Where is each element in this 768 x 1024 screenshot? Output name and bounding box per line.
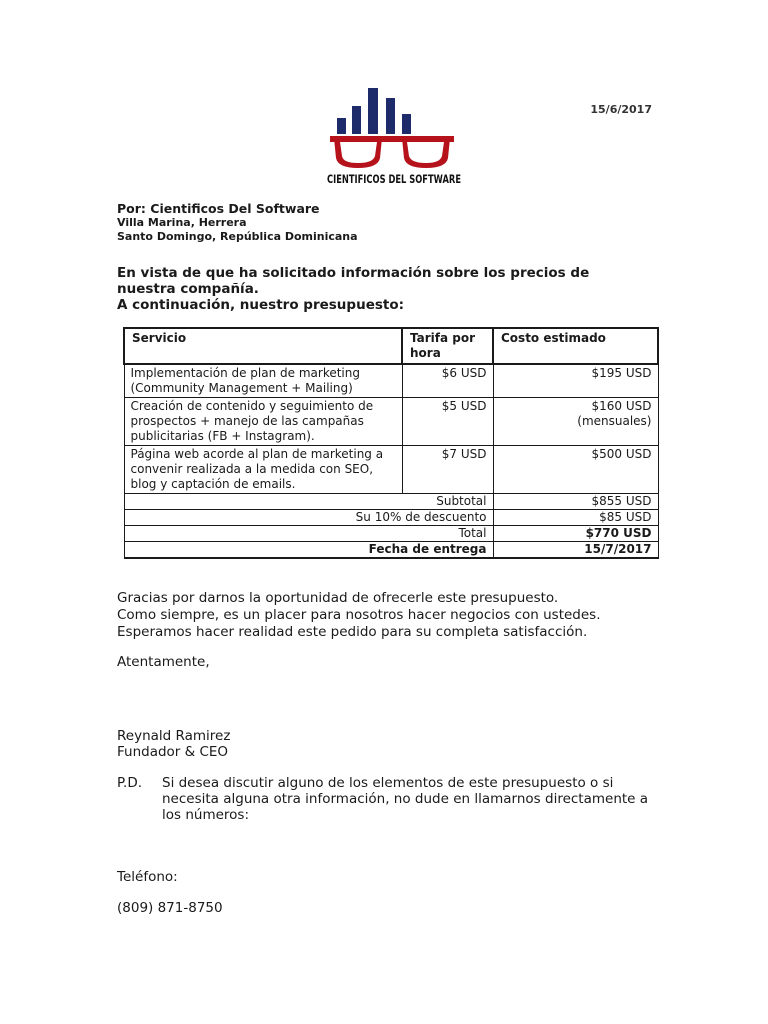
table-header-row: [124, 328, 658, 364]
table-row: [124, 364, 658, 398]
signature-name: Reynald Ramirez: [117, 728, 231, 744]
logo-bar: [386, 98, 395, 134]
logo-bar: [352, 106, 361, 134]
logo-text: CIENTIFICOS DEL SOFTWARE: [327, 172, 462, 186]
company-logo: [322, 84, 466, 192]
postscript: [117, 775, 662, 823]
header-rate: Tarifa por hora: [402, 328, 493, 364]
quote-table: [123, 327, 659, 559]
letter-date: 15/6/2017: [590, 103, 652, 116]
thanks-line: Como siempre, es un placer para nosotros hacer negocios con ustedes.: [117, 607, 601, 623]
sender-line: Por: Cientificos Del Software: [117, 201, 320, 216]
rate-cell: $5 USD: [402, 398, 493, 446]
discount-label: Su 10% de descuento: [124, 510, 493, 526]
intro-line: A continuación, nuestro presupuesto:: [117, 297, 405, 313]
cost-note: (mensuales): [577, 414, 652, 428]
logo-bar: [337, 118, 346, 134]
sender-block: [117, 202, 358, 244]
cost-cell: [493, 398, 658, 446]
logo-bar: [402, 114, 411, 134]
intro-line: nuestra compañía.: [117, 281, 259, 297]
table-row: [124, 446, 658, 494]
discount-value: $85 USD: [493, 510, 658, 526]
service-cell: Página web acorde al plan de marketing a convenir realizada a la medida con SEO, blog y captación de emails.: [124, 446, 402, 494]
total-value: $770 USD: [493, 526, 658, 542]
signature-block: [117, 728, 230, 760]
ps-label: P.D.: [117, 775, 143, 791]
intro-paragraph: [117, 265, 637, 313]
intro-line: En vista de que ha solicitado información sobre los precios de: [117, 265, 590, 281]
subtotal-value: $855 USD: [493, 494, 658, 510]
rate-cell: $7 USD: [402, 446, 493, 494]
delivery-label: Fecha de entrega: [124, 542, 493, 559]
cost-cell: $195 USD: [493, 364, 658, 398]
closing: Atentamente,: [117, 654, 210, 670]
ps-text: Si desea discutir alguno de los elementos de este presupuesto o si necesita alguna otra información, no dude en llamarnos directamente a los números:: [162, 775, 649, 823]
delivery-value: 15/7/2017: [493, 542, 658, 559]
sender-line: Villa Marina, Herrera: [117, 216, 247, 229]
discount-row: [124, 510, 658, 526]
table-row: [124, 398, 658, 446]
thanks-line: Esperamos hacer realidad este pedido para su completa satisfacción.: [117, 624, 588, 640]
total-row: [124, 526, 658, 542]
cost-value: $160 USD: [591, 399, 652, 413]
logo-bar: [368, 88, 378, 134]
sender-line: Santo Domingo, República Dominicana: [117, 230, 358, 243]
service-cell: Implementación de plan de marketing (Community Management + Mailing): [124, 364, 402, 398]
thanks-line: Gracias por darnos la oportunidad de ofrecerle este presupuesto.: [117, 590, 559, 606]
thanks-paragraph: [117, 590, 601, 641]
header-service: Servicio: [124, 328, 402, 364]
signature-title: Fundador & CEO: [117, 744, 229, 760]
subtotal-row: [124, 494, 658, 510]
header-cost: Costo estimado: [493, 328, 658, 364]
delivery-row: [124, 542, 658, 559]
subtotal-label: Subtotal: [124, 494, 493, 510]
phone-label: Teléfono:: [117, 869, 178, 885]
total-label: Total: [124, 526, 493, 542]
phone-number: (809) 871-8750: [117, 900, 223, 916]
rate-cell: $6 USD: [402, 364, 493, 398]
cost-cell: $500 USD: [493, 446, 658, 494]
service-cell: Creación de contenido y seguimiento de prospectos + manejo de las campañas publicitarias (FB + Instagram).: [124, 398, 402, 446]
